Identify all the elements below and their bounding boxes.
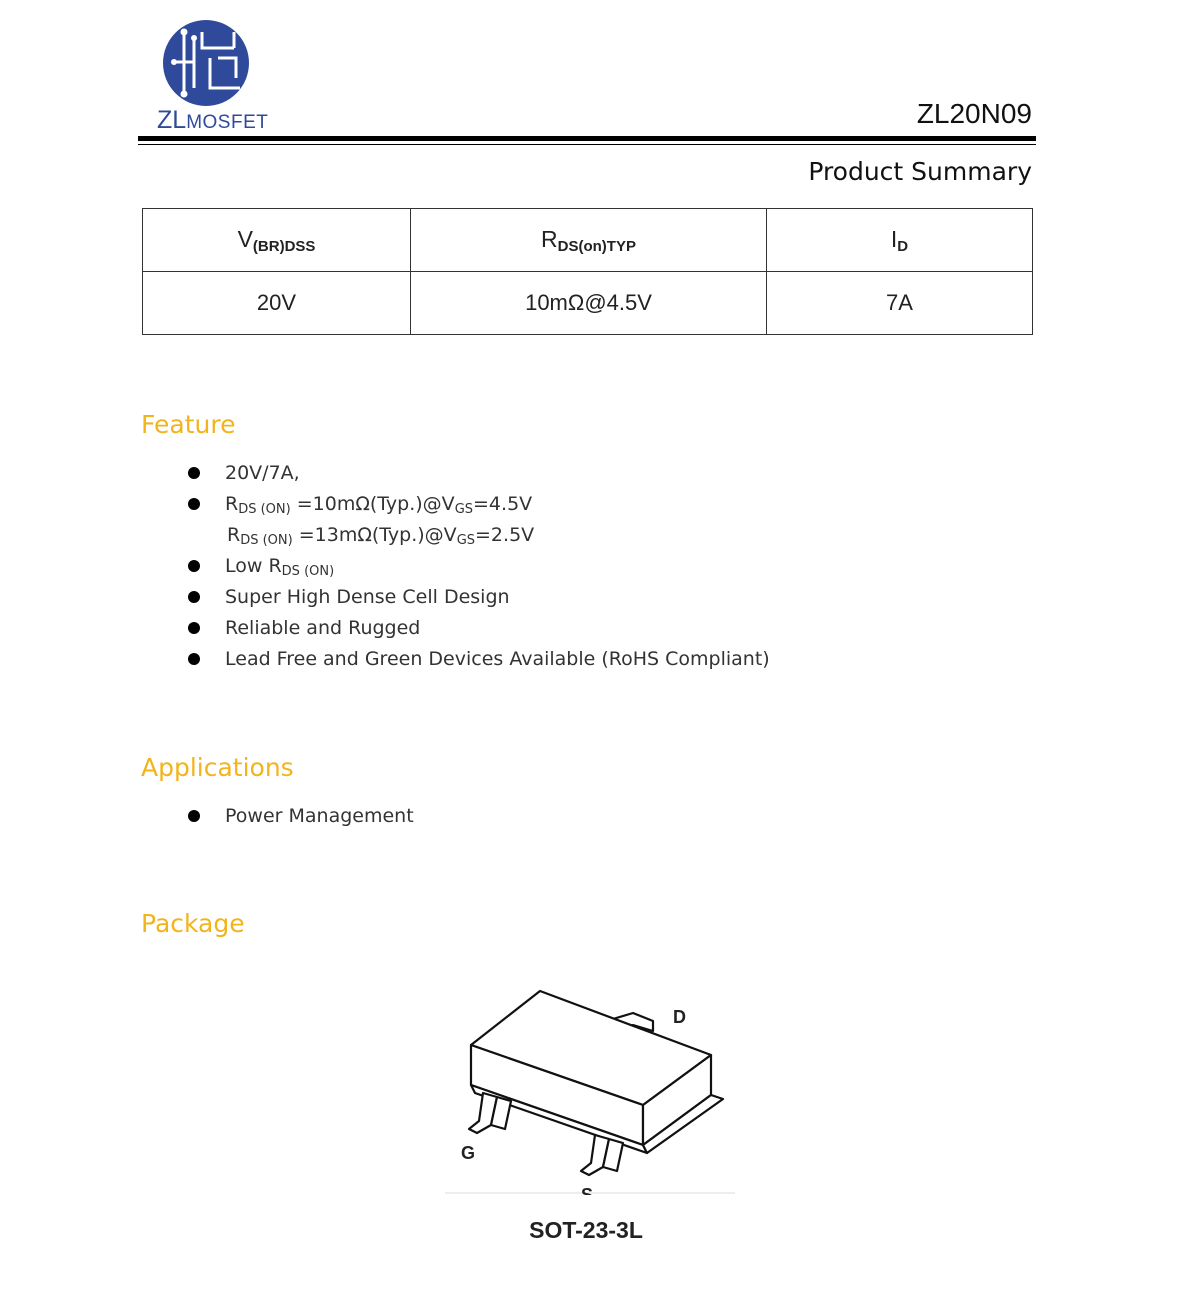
header-rule-thick — [138, 136, 1036, 141]
pin-gate-label: G — [461, 1143, 476, 1163]
bullet-icon — [188, 467, 200, 479]
bullet-icon — [188, 498, 200, 510]
applications-heading: Applications — [141, 753, 294, 782]
product-summary-table — [142, 208, 1033, 335]
logo-chip-icon — [162, 18, 262, 108]
header-rule-thin — [138, 144, 1036, 145]
feature-heading: Feature — [141, 410, 236, 439]
table-header-row — [143, 209, 1033, 272]
list-item: Low $R_{DS (ON)}$ — [183, 551, 770, 582]
list-item: Super High Dense Cell Design — [183, 582, 770, 613]
bullet-icon — [188, 560, 200, 572]
product-summary-title: Product Summary — [808, 157, 1032, 186]
list-item: Lead Free and Green Devices Available (RoHS Compliant) — [183, 644, 770, 675]
brand-name — [157, 106, 268, 135]
bullet-icon — [188, 810, 200, 822]
bullet-icon — [188, 622, 200, 634]
brand-prefix: ZL — [157, 106, 187, 134]
pin-drain-label: D — [673, 1007, 686, 1027]
value-rdson: 10mΩ@4.5V — [411, 272, 767, 335]
col-id: $I_D$ — [767, 209, 1033, 272]
list-item: $R_{DS (ON)}$ $=13m\Omega(Typ.)@V_{GS}=2.5V$ — [227, 524, 535, 548]
part-number: ZL20N09 — [916, 98, 1032, 129]
applications-list — [183, 801, 414, 832]
list-item: Power Management — [183, 801, 414, 832]
pin-source-label: S — [581, 1185, 594, 1195]
table-row — [143, 272, 1033, 335]
list-item: 20V/7A, — [183, 458, 770, 489]
list-item: Reliable and Rugged — [183, 613, 770, 644]
package-heading: Package — [141, 909, 245, 938]
bullet-icon — [188, 653, 200, 665]
col-vbrdss: $V_{(BR)DSS}$ — [143, 209, 411, 272]
col-rdson: $R_{DS(on)TYP}$ — [411, 209, 767, 272]
value-vbrdss: 20V — [143, 272, 411, 335]
bullet-icon — [188, 591, 200, 603]
sot23-package-icon — [445, 975, 735, 1195]
sot23-package-drawing — [445, 975, 735, 1195]
feature-list — [183, 458, 770, 675]
package-name: SOT-23-3L — [529, 1217, 643, 1243]
value-id: 7A — [767, 272, 1033, 335]
brand-suffix: MOSFET — [186, 112, 269, 133]
list-item: $R_{DS (ON)}$ $=10m\Omega(Typ.)@V_{GS}=4.5V$ — [183, 489, 770, 520]
